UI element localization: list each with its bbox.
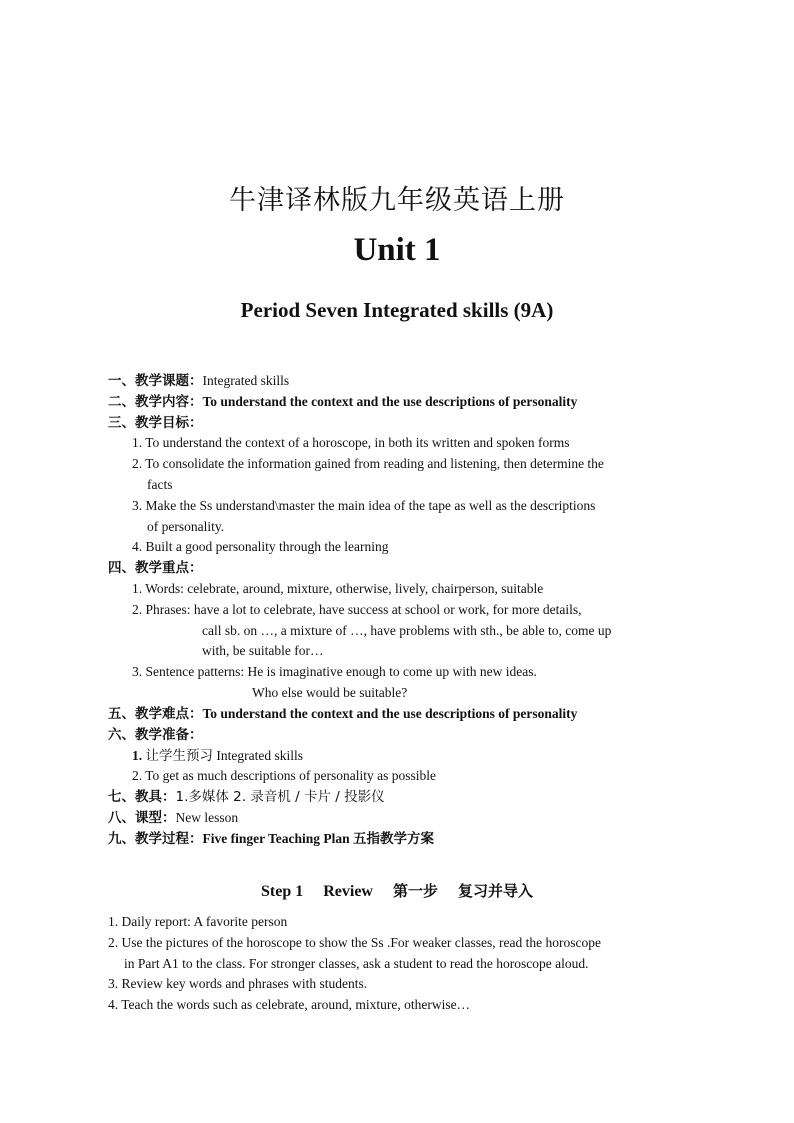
- step-label: Step 1: [260, 883, 304, 900]
- step-item: 4. Teach the words such as celebrate, around, mixture, otherwise…: [108, 997, 471, 1012]
- section-value: Integrated skills: [202, 373, 290, 388]
- key-words: 1. Words: celebrate, around, mixture, otherwise, lively, chairperson, suitable: [132, 581, 544, 596]
- step-item-continued: in Part A1 to the class. For stronger classes, ask a student to read the horoscope aloud.: [124, 956, 589, 971]
- sentence-patterns: 3. Sentence patterns: He is imaginative enough to come up with new ideas.: [132, 664, 537, 679]
- preparation-item: [132, 747, 303, 765]
- item-en-text: Integrated skills: [216, 748, 303, 763]
- item-number: 1.: [132, 748, 143, 763]
- step-heading: [0, 880, 794, 901]
- key-phrases-continued: with, be suitable for…: [202, 643, 324, 658]
- objective-item: 4. Built a good personality through the learning: [132, 539, 389, 554]
- step-cn-label: 第一步: [392, 882, 438, 900]
- section-value: New lesson: [175, 810, 239, 825]
- section-value: To understand the context and the use descriptions of personality: [202, 706, 578, 721]
- unit-heading: Unit 1: [353, 232, 441, 268]
- section-lesson-type: [108, 809, 238, 827]
- section-label: 二、教学内容：: [108, 394, 203, 410]
- section-label: 五、教学难点：: [108, 706, 203, 722]
- step-item: 3. Review key words and phrases with students.: [108, 976, 368, 991]
- section-value: To understand the context and the use descriptions of personality: [202, 394, 578, 409]
- section-label: 七、教具：: [108, 789, 176, 805]
- objective-item-continued: of personality.: [147, 519, 225, 534]
- section-preparation: [108, 726, 203, 744]
- section-label: 四、教学重点：: [108, 560, 203, 576]
- section-content: [108, 393, 577, 411]
- sentence-patterns-continued: Who else would be suitable?: [252, 685, 408, 700]
- section-label: 三、教学目标：: [108, 415, 203, 431]
- section-teaching-aids: [108, 788, 385, 806]
- objective-item-continued: facts: [147, 477, 173, 492]
- step-cn-name: 复习并导入: [458, 882, 534, 900]
- section-difficulties: [108, 705, 577, 723]
- key-phrases: 2. Phrases: have a lot to celebrate, have success at school or work, for more details,: [132, 602, 582, 617]
- section-value-cn: 五指教学方案: [353, 831, 435, 847]
- section-process: [108, 830, 434, 848]
- section-label: 一、教学课题：: [108, 373, 203, 389]
- section-objectives: [108, 414, 203, 432]
- objective-item: 1. To understand the context of a horoscope, in both its written and spoken forms: [132, 435, 570, 450]
- section-label: 八、课型：: [108, 810, 176, 826]
- preparation-item: 2. To get as much descriptions of personality as possible: [132, 768, 437, 783]
- objective-item: 2. To consolidate the information gained from reading and listening, then determine the: [132, 456, 604, 471]
- section-label: 九、教学过程：: [108, 831, 203, 847]
- period-heading: Period Seven Integrated skills (9A): [240, 298, 554, 322]
- section-value-en: Five finger Teaching Plan: [202, 831, 350, 846]
- section-topic: [108, 372, 289, 390]
- objective-item: 3. Make the Ss understand\master the main idea of the tape as well as the descriptions: [132, 498, 596, 513]
- section-label: 六、教学准备：: [108, 727, 203, 743]
- section-value: 1.多媒体 2. 录音机 / 卡片 / 投影仪: [175, 789, 385, 805]
- step-name: Review: [323, 883, 373, 900]
- key-phrases-continued: call sb. on …, a mixture of …, have problems with sth., be able to, come up: [202, 623, 612, 638]
- item-cn-text: 让学生预习: [145, 748, 213, 764]
- section-key-points: [108, 559, 203, 577]
- step-item: 1. Daily report: A favorite person: [108, 914, 288, 929]
- step-item: 2. Use the pictures of the horoscope to show the Ss .For weaker classes, read the horoscope: [108, 935, 601, 950]
- document-title-cn: 牛津译林版九年级英语上册: [229, 185, 565, 216]
